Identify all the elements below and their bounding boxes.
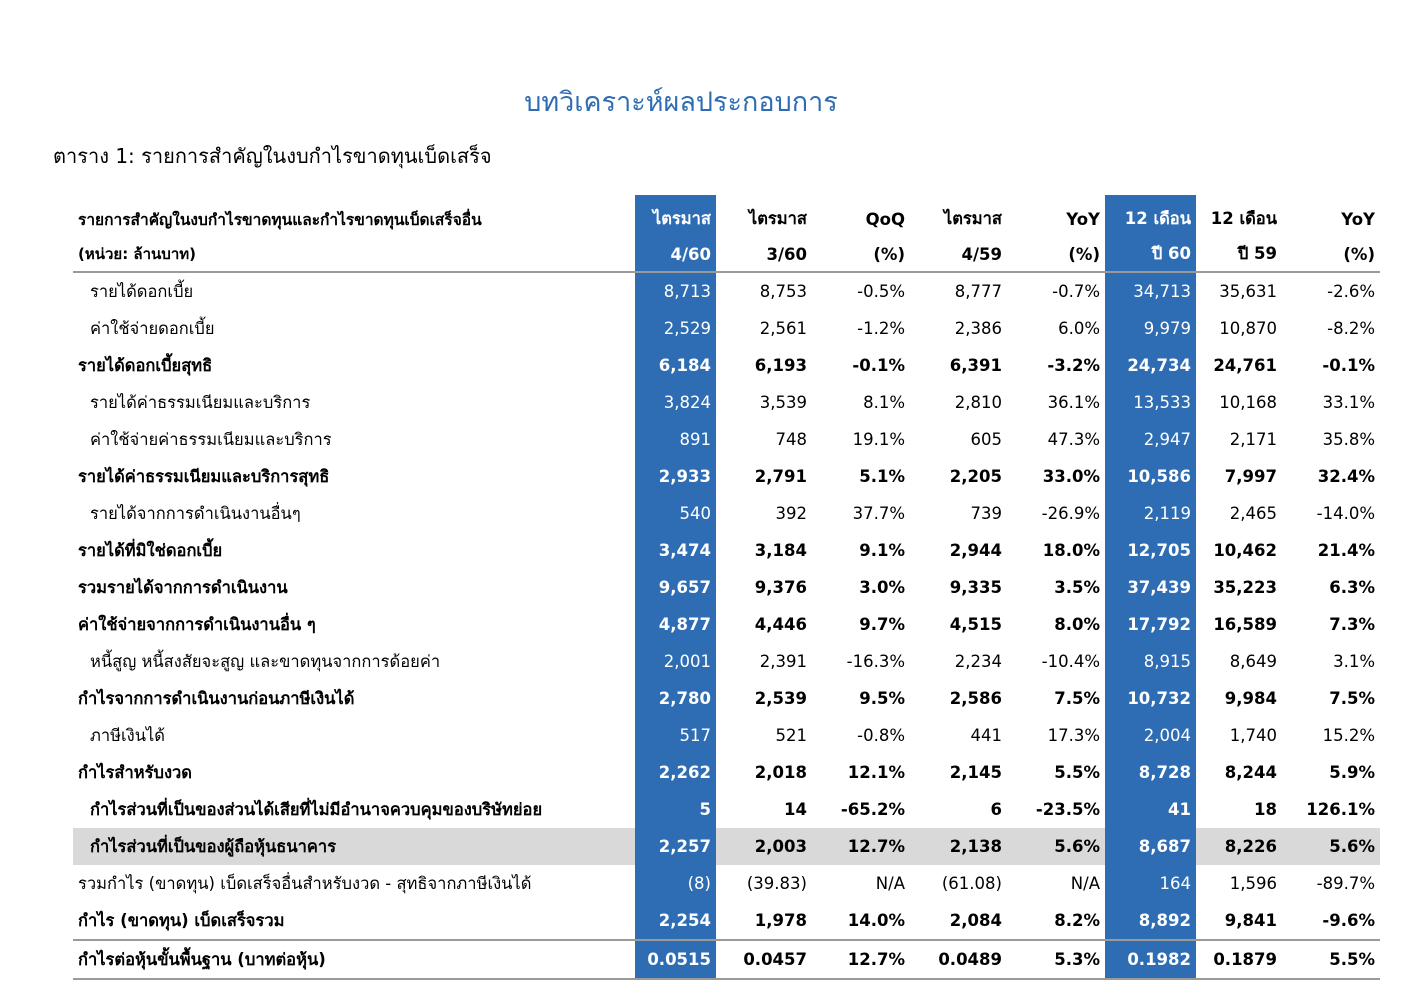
row-value: -8.2% <box>1327 319 1375 338</box>
row-label: รายได้ดอกเบี้ยสุทธิ <box>78 355 213 375</box>
row-value: 9,376 <box>754 578 807 597</box>
row-label: ค่าใช้จ่ายจากการดำเนินงานอื่น ๆ <box>78 614 316 634</box>
row-value: -89.7% <box>1316 874 1375 893</box>
table-row <box>73 717 1380 754</box>
row-value: 5 <box>635 791 716 828</box>
header-col-12m-60: 12 เดือน <box>1105 195 1196 237</box>
row-value: 9.5% <box>859 689 905 708</box>
row-label: กำไรต่อหุ้นขั้นพื้นฐาน (บาทต่อหุ้น) <box>73 940 635 979</box>
row-value: 10,462 <box>1213 541 1277 560</box>
row-value: 37.7% <box>852 504 905 523</box>
row-value: 2,138 <box>910 828 1007 865</box>
row-label: รายได้ที่มิใช่ดอกเบี้ย <box>78 540 223 560</box>
row-value: 9,984 <box>1224 689 1277 708</box>
header-col-yoy-y: YoY <box>1341 209 1375 229</box>
row-value: 9,657 <box>635 569 716 606</box>
row-value: 3,184 <box>754 541 807 560</box>
row-value: 18.0% <box>1042 541 1100 560</box>
row-value: -2.6% <box>1327 282 1375 301</box>
row-value: 12.7% <box>812 940 910 979</box>
row-value: 32.4% <box>1317 467 1375 486</box>
row-value: 13,533 <box>1105 384 1196 421</box>
row-label: กำไรสำหรับงวด <box>78 762 193 782</box>
row-value: 3,824 <box>635 384 716 421</box>
row-value: 2,810 <box>954 393 1002 412</box>
row-value: 37,439 <box>1105 569 1196 606</box>
row-value: 2,391 <box>759 652 807 671</box>
header-col-yoy-q: YoY <box>1066 209 1100 229</box>
row-value: 2,933 <box>635 458 716 495</box>
header-col-q3-60-sub: 3/60 <box>716 237 812 272</box>
row-value: 19.1% <box>852 430 905 449</box>
header-col-12m-59: 12 เดือน <box>1210 209 1277 228</box>
row-value: 15.2% <box>1322 726 1375 745</box>
row-value: 8,753 <box>759 282 807 301</box>
row-value: 2,386 <box>954 319 1002 338</box>
row-value: -0.7% <box>1052 282 1100 301</box>
row-value: 5.6% <box>1282 828 1380 865</box>
row-value: -23.5% <box>1035 800 1100 819</box>
row-label: ค่าใช้จ่ายดอกเบี้ย <box>90 318 215 338</box>
row-value: 8,777 <box>954 282 1002 301</box>
row-value: 1,596 <box>1229 874 1277 893</box>
table-caption: ตาราง 1: รายการสำคัญในงบกำไรขาดทุนเบ็ดเสร็จ <box>53 144 492 168</box>
row-value: 7.3% <box>1329 615 1375 634</box>
row-value: 1,740 <box>1229 726 1277 745</box>
row-value: 6.0% <box>1058 319 1100 338</box>
row-value: -0.5% <box>857 282 905 301</box>
row-label: ภาษีเงินได้ <box>90 725 166 745</box>
row-value: 41 <box>1105 791 1196 828</box>
table-row <box>73 569 1380 606</box>
row-value: 891 <box>635 421 716 458</box>
row-value: 17,792 <box>1105 606 1196 643</box>
row-value: 8.1% <box>863 393 905 412</box>
row-value: 18 <box>1254 800 1277 819</box>
row-value: -26.9% <box>1041 504 1100 523</box>
row-value: 1,978 <box>754 911 807 930</box>
row-value: 2,947 <box>1105 421 1196 458</box>
row-value: 4,515 <box>949 615 1002 634</box>
row-value: 35.8% <box>1322 430 1375 449</box>
row-value: 8.2% <box>1054 911 1100 930</box>
row-value: -16.3% <box>846 652 905 671</box>
row-label: กำไร (ขาดทุน) เบ็ดเสร็จรวม <box>78 910 285 930</box>
row-value: 36.1% <box>1047 393 1100 412</box>
row-value: 35,223 <box>1213 578 1277 597</box>
row-value: 34,713 <box>1105 272 1196 310</box>
row-value: 3.5% <box>1054 578 1100 597</box>
header-col-q4-59-sub: 4/59 <box>910 237 1007 272</box>
row-value: 0.1982 <box>1105 940 1196 979</box>
row-label: กำไรจากการดำเนินงานก่อนภาษีเงินได้ <box>78 688 355 708</box>
row-value: 0.0489 <box>910 940 1007 979</box>
header-unit-label: (หน่วย: ล้านบาท) <box>73 237 635 272</box>
row-value: 605 <box>970 430 1002 449</box>
row-value: 126.1% <box>1306 800 1375 819</box>
row-value: 6,193 <box>754 356 807 375</box>
header-col-q4-60: ไตรมาส <box>635 195 716 237</box>
row-label: รายได้ค่าธรรมเนียมและบริการสุทธิ <box>78 466 330 486</box>
row-value: 2,254 <box>635 902 716 940</box>
row-value: 9,979 <box>1105 310 1196 347</box>
row-value: 9,335 <box>949 578 1002 597</box>
row-value: 2,205 <box>949 467 1002 486</box>
row-value: 33.1% <box>1322 393 1375 412</box>
row-value: 5.5% <box>1282 940 1380 979</box>
row-value: 2,586 <box>949 689 1002 708</box>
row-label: รายได้ค่าธรรมเนียมและบริการ <box>90 392 311 412</box>
row-value: 7.5% <box>1329 689 1375 708</box>
table-row <box>73 310 1380 347</box>
page-title: บทวิเคราะห์ผลประกอบการ <box>524 87 838 118</box>
row-label: ค่าใช้จ่ายค่าธรรมเนียมและบริการ <box>90 429 332 449</box>
table-row <box>73 828 1380 865</box>
table-body <box>73 272 1380 979</box>
table-row <box>73 347 1380 384</box>
header-col-12m-59-sub: ปี 59 <box>1196 237 1282 272</box>
row-value: 164 <box>1105 865 1196 902</box>
row-value: 10,586 <box>1105 458 1196 495</box>
row-value: -65.2% <box>840 800 905 819</box>
table-row <box>73 421 1380 458</box>
row-value: -14.0% <box>1316 504 1375 523</box>
row-value: 12,705 <box>1105 532 1196 569</box>
row-value: 35,631 <box>1219 282 1277 301</box>
row-value: 517 <box>635 717 716 754</box>
header-col-q4-59: ไตรมาส <box>943 209 1002 228</box>
row-value: (61.08) <box>941 874 1002 893</box>
row-value: 2,119 <box>1105 495 1196 532</box>
header-label: รายการสำคัญในงบกำไรขาดทุนและกำไรขาดทุนเบ็ดเสร็จอื่น <box>78 210 482 229</box>
row-value: 0.1879 <box>1196 940 1282 979</box>
row-value: 739 <box>970 504 1002 523</box>
header-col-qoq-sub: (%) <box>812 237 910 272</box>
row-value: 748 <box>775 430 807 449</box>
row-value: -10.4% <box>1041 652 1100 671</box>
row-value: 8,892 <box>1105 902 1196 940</box>
row-value: 2,003 <box>716 828 812 865</box>
row-value: 3.0% <box>859 578 905 597</box>
row-value: 441 <box>970 726 1002 745</box>
row-value: 7,997 <box>1224 467 1277 486</box>
row-value: 17.3% <box>1047 726 1100 745</box>
row-value: 12.1% <box>847 763 905 782</box>
row-value: -1.2% <box>857 319 905 338</box>
row-value: (8) <box>635 865 716 902</box>
row-value: 8,728 <box>1105 754 1196 791</box>
row-value: 14.0% <box>847 911 905 930</box>
row-label: รวมรายได้จากการดำเนินงาน <box>78 577 288 597</box>
row-value: 14 <box>784 800 807 819</box>
row-value: 33.0% <box>1042 467 1100 486</box>
row-value: 21.4% <box>1317 541 1375 560</box>
row-value: 540 <box>635 495 716 532</box>
row-value: 8,687 <box>1105 828 1196 865</box>
row-value: 521 <box>775 726 807 745</box>
table-row <box>73 532 1380 569</box>
row-label: รายได้จากการดำเนินงานอื่นๆ <box>90 503 301 523</box>
row-value: 8,713 <box>635 272 716 310</box>
row-value: 2,262 <box>635 754 716 791</box>
row-value: 3,539 <box>759 393 807 412</box>
row-value: N/A <box>875 874 905 893</box>
header-col-q3-60: ไตรมาส <box>748 209 807 228</box>
row-value: 4,877 <box>635 606 716 643</box>
row-value: -0.1% <box>1322 356 1375 375</box>
header-col-qoq: QoQ <box>865 209 905 229</box>
row-value: 2,084 <box>949 911 1002 930</box>
row-value: 3,474 <box>635 532 716 569</box>
table-row <box>73 458 1380 495</box>
table-row <box>73 495 1380 532</box>
row-value: 8,244 <box>1224 763 1277 782</box>
row-value: 2,944 <box>949 541 1002 560</box>
header-col-yoy-y-sub: (%) <box>1282 237 1380 272</box>
row-value: 6,184 <box>635 347 716 384</box>
row-value: (39.83) <box>746 874 807 893</box>
table-row <box>73 940 1380 979</box>
row-value: 2,780 <box>635 680 716 717</box>
table-row <box>73 902 1380 940</box>
row-value: 8,649 <box>1229 652 1277 671</box>
row-value: 2,791 <box>754 467 807 486</box>
table-row <box>73 606 1380 643</box>
row-label: หนี้สูญ หนี้สงสัยจะสูญ และขาดทุนจากการด้อยค่า <box>90 651 441 671</box>
row-value: 2,171 <box>1229 430 1277 449</box>
row-value: 6 <box>990 800 1002 819</box>
row-value: 2,257 <box>635 828 716 865</box>
row-value: 8,915 <box>1105 643 1196 680</box>
income-statement-table <box>73 195 1380 980</box>
row-value: 24,761 <box>1213 356 1277 375</box>
row-value: 5.1% <box>859 467 905 486</box>
row-value: 5.6% <box>1007 828 1105 865</box>
row-value: 7.5% <box>1054 689 1100 708</box>
row-label: รวมกำไร (ขาดทุน) เบ็ดเสร็จอื่นสำหรับงวด - สุทธิจากภาษีเงินได้ <box>78 873 532 893</box>
table-row <box>73 384 1380 421</box>
row-value: 2,018 <box>754 763 807 782</box>
row-value: 2,001 <box>635 643 716 680</box>
header-col-yoy-q-sub: (%) <box>1007 237 1105 272</box>
row-value: 4,446 <box>754 615 807 634</box>
row-value: 2,465 <box>1229 504 1277 523</box>
header-col-q4-60-sub: 4/60 <box>635 237 716 272</box>
row-value: 12.7% <box>812 828 910 865</box>
row-label: รายได้ดอกเบี้ย <box>90 281 194 301</box>
table-row <box>73 643 1380 680</box>
row-value: 2,561 <box>759 319 807 338</box>
table-row <box>73 754 1380 791</box>
row-value: 9.1% <box>859 541 905 560</box>
row-value: 5.9% <box>1329 763 1375 782</box>
row-value: 0.0515 <box>635 940 716 979</box>
row-value: 5.3% <box>1007 940 1105 979</box>
row-value: 9,841 <box>1224 911 1277 930</box>
row-label: กำไรส่วนที่เป็นของผู้ถือหุ้นธนาคาร <box>73 828 635 865</box>
header-row-1 <box>73 195 1380 237</box>
row-value: -3.2% <box>1047 356 1100 375</box>
row-value: 10,168 <box>1219 393 1277 412</box>
row-value: 5.5% <box>1054 763 1100 782</box>
row-value: 2,145 <box>949 763 1002 782</box>
header-col-12m-60-sub: ปี 60 <box>1105 237 1196 272</box>
row-value: 2,539 <box>754 689 807 708</box>
row-value: 3.1% <box>1333 652 1375 671</box>
row-value: 8.0% <box>1054 615 1100 634</box>
row-value: 2,004 <box>1105 717 1196 754</box>
table-row <box>73 865 1380 902</box>
row-value: 9.7% <box>859 615 905 634</box>
row-value: 10,870 <box>1219 319 1277 338</box>
table-row <box>73 791 1380 828</box>
row-value: 16,589 <box>1213 615 1277 634</box>
row-value: -0.1% <box>852 356 905 375</box>
row-value: -9.6% <box>1322 911 1375 930</box>
row-value: 8,226 <box>1196 828 1282 865</box>
header-row-2 <box>73 237 1380 272</box>
row-value: 10,732 <box>1105 680 1196 717</box>
row-value: -0.8% <box>857 726 905 745</box>
row-value: 0.0457 <box>716 940 812 979</box>
row-value: 6,391 <box>949 356 1002 375</box>
row-value: 392 <box>775 504 807 523</box>
row-value: 6.3% <box>1329 578 1375 597</box>
table-row <box>73 272 1380 310</box>
table-row <box>73 680 1380 717</box>
row-label: กำไรส่วนที่เป็นของส่วนได้เสียที่ไม่มีอำนาจควบคุมของบริษัทย่อย <box>90 799 543 819</box>
row-value: N/A <box>1070 874 1100 893</box>
row-value: 2,234 <box>954 652 1002 671</box>
row-value: 47.3% <box>1047 430 1100 449</box>
row-value: 24,734 <box>1105 347 1196 384</box>
row-value: 2,529 <box>635 310 716 347</box>
